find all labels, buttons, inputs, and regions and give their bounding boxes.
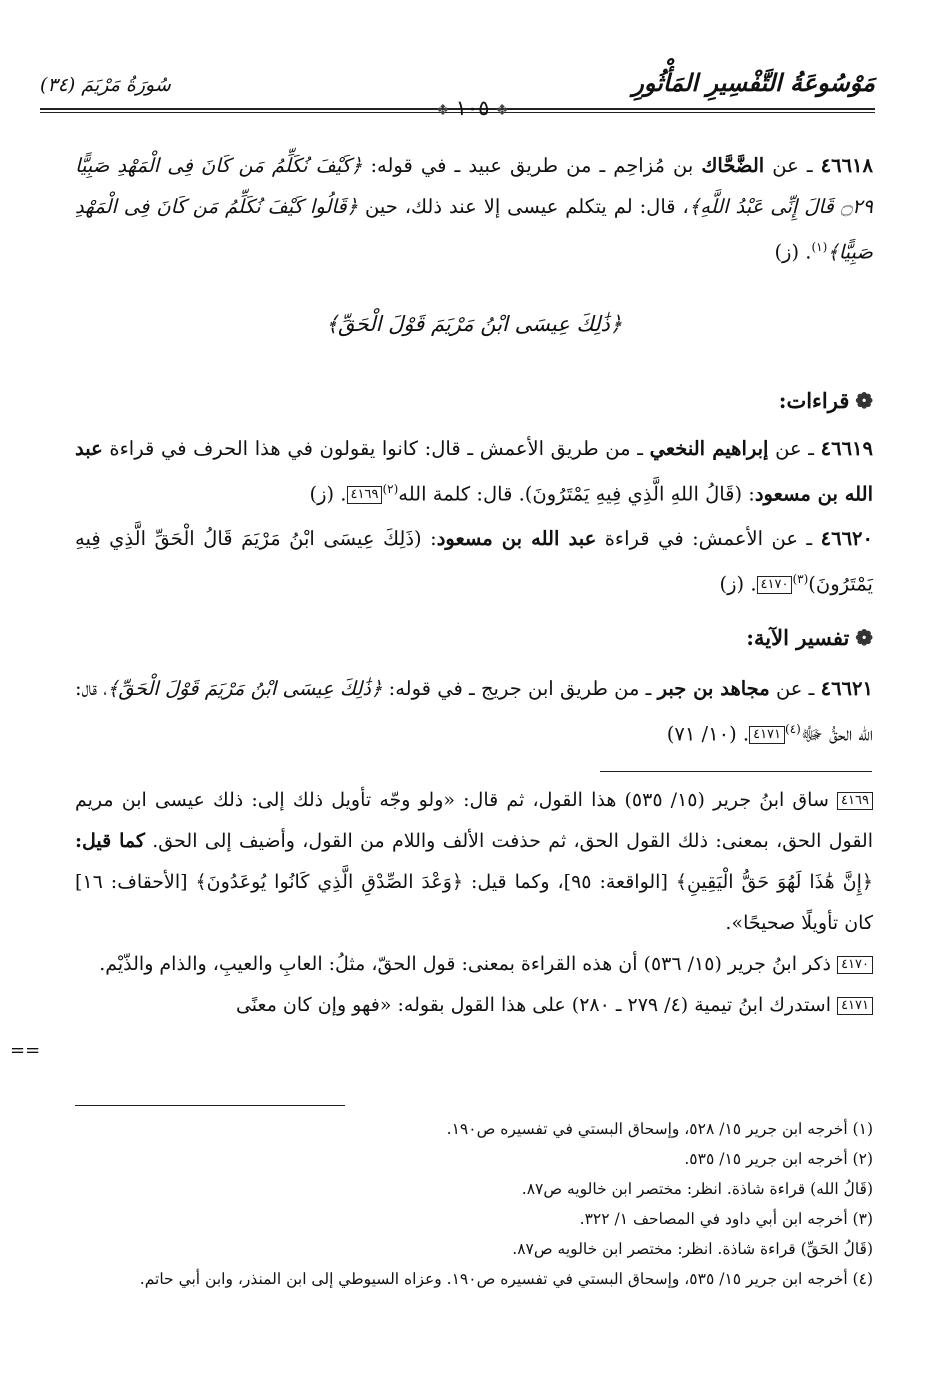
narrator-name: الضَّحَّاك	[701, 154, 765, 177]
narration-number: ٤٦٦١٨	[820, 154, 873, 177]
narration-46618	[75, 145, 873, 273]
footnote: (٤) أخرجه ابن جرير ١٥/ ٥٣٥، وإسحاق البستي في تفسيره ص١٩٠. وعزاه السيوطي إلى ابن المنذر، وابن أبي حاتم.	[139, 1270, 873, 1288]
text: ـ عن الأعمش: في قراءة	[596, 527, 821, 550]
narration-46620	[75, 518, 873, 605]
footnote: (٢) أخرجه ابن جرير ١٥/ ٥٣٥.	[684, 1150, 873, 1168]
narrator-name: عبد الله بن مسعود	[436, 527, 597, 550]
quran-verse: ﴿ذَٰلِكَ عِيسَى ابْنُ مَرْيَمَ قَوْلَ الْحَقِّ﴾	[107, 677, 383, 700]
text: ـ عن	[764, 154, 821, 177]
note-bold: كما قيل:	[75, 830, 145, 852]
text: . (١٠/ ٧١)	[666, 722, 750, 746]
narrator-name: عبد الله بن مسعود	[75, 437, 873, 506]
page-number-row	[0, 96, 945, 120]
quran-verse: ﴿كَيْفَ نُكَلِّمُ مَن كَانَ فِى الْمَهْدِ صَبِيًّا ۝٢٩ قَالَ إِنِّى عَبْدُ اللَّهِ﴾	[75, 154, 873, 218]
footnote: (قَالُ الحَقِّ) قراءة شاذة. انظر: مختصر ابن خالويه ص٨٧.	[512, 1240, 873, 1258]
flower-icon: ❁	[855, 625, 873, 650]
commentary-notes	[75, 780, 873, 1026]
section-title: قراءات:	[778, 388, 850, 413]
note-text: ذكر ابنُ جرير (١٥/ ٥٣٦) أن هذه القراءة بمعنى: قول الحقّ، مثلُ: العابِ والعيبِ، والذام والذّيْم.	[99, 953, 838, 975]
narration-46621	[75, 668, 873, 755]
verse-heading	[75, 312, 873, 336]
text: ، قال: لم يتكلم عيسى إلا عند ذلك، حين	[358, 195, 689, 218]
note-text: استدرك ابنُ تيمية (٤/ ٢٧٩ ـ ٢٨٠) على هذا القول بقوله: «فهو وإن كان معنًى	[235, 994, 838, 1016]
footnote: (١) أخرجه ابن جرير ١٥/ ٥٢٨، وإسحاق البستي في تفسيره ص١٩٠.	[446, 1120, 873, 1138]
text: . (ز)	[309, 482, 347, 506]
text: : (ذَلِكَ عِيسَى ابْنُ مَرْيَمَ قَالُ الْحَقِّ الَّذِي فِيهِ يَمْتَرُونَ)	[75, 527, 873, 596]
quran-verse: ﴿قَالُوا كَيْفَ نُكَلِّمُ مَن كَانَ فِى الْمَهْدِ صَبِيًّا﴾	[75, 195, 873, 264]
text: ـ من طريق ابن جريج ـ في قوله:	[382, 677, 658, 700]
comment-ref-box: ٤١٧٠	[837, 956, 873, 974]
continuation-mark: ==	[10, 1040, 41, 1061]
section-readings	[75, 388, 873, 413]
comment-ref-box: ٤١٧١	[749, 726, 785, 744]
section-tafsir	[75, 625, 873, 650]
section-title: تفسير الآية:	[746, 625, 850, 650]
text: ـ من طريق الأعمش ـ قال: كانوا يقولون في هذا الحرف في قراءة	[102, 437, 650, 460]
text: ، قال: الله الحقُّ ﷻ	[75, 677, 873, 746]
book-title: مَوْسُوعَةُ التَّفْسِيرِ المَأْثُورِ	[632, 68, 875, 97]
footnote-ref: (٤)	[785, 722, 801, 736]
note-4170	[75, 944, 873, 985]
narration-number: ٤٦٦٢١	[820, 677, 873, 700]
text: ـ عن	[769, 677, 821, 700]
narration-number: ٤٦٦٢٠	[820, 527, 873, 550]
footnotes-divider	[75, 1105, 345, 1106]
surah-label: سُورَةُ مَرْيَمَ (٣٤)	[40, 74, 171, 96]
narration-number: ٤٦٦١٩	[820, 437, 873, 460]
narrator-name: إبراهيم النخعي	[649, 437, 769, 460]
text: ـ عن	[768, 437, 821, 460]
footnotes	[75, 1114, 873, 1294]
comment-ref-box: ٤١٦٩	[837, 792, 873, 810]
narrator-name: مجاهد بن جبر	[657, 677, 770, 700]
flower-icon: ❁	[855, 388, 873, 413]
footnote-ref: (١)	[811, 240, 828, 254]
comment-ref-box: ٤١٧٠	[757, 576, 793, 594]
text: بن مُزاحِم ـ من طريق عبيد ـ في قوله:	[362, 154, 702, 177]
text: . (ز)	[719, 572, 757, 596]
ornament-icon: ❖	[436, 101, 450, 119]
note-4169	[75, 780, 873, 944]
ornament-icon: ❖	[495, 101, 509, 119]
footnote: (قَالُ الله) قراءة شاذة. انظر: مختصر ابن خالويه ص٨٧.	[521, 1180, 873, 1198]
comment-ref-box: ٤١٧١	[837, 997, 873, 1015]
narration-46619	[75, 428, 873, 515]
centered-verse: ﴿ذَٰلِكَ عِيسَى ابْنُ مَرْيَمَ قَوْلَ الْحَقِّ﴾	[325, 312, 623, 336]
text: . (ز)	[774, 240, 812, 264]
note-4171	[75, 985, 873, 1026]
note-text: ﴿إِنَّ هَٰذَا لَهُوَ حَقُّ الْيَقِينِ﴾ [الواقعة: ٩٥]، وكما قيل: ﴿وَعْدَ الصِّدْقِ الَّذِي كَانُوا يُوعَدُونَ﴾ [الأحقاف: ١٦] كان تأويلًا صحيحًا».	[75, 871, 873, 934]
comment-ref-box: ٤١٦٩	[347, 486, 383, 504]
footnote: (٣) أخرجه ابن أبي داود في المصاحف ١/ ٣٢٢.	[579, 1210, 873, 1228]
footnote-ref: (٢)	[382, 482, 399, 496]
notes-divider	[600, 771, 872, 772]
text: : (قَالُ اللهِ الَّذِي فِيهِ يَمْتَرُونَ). قال: كلمة الله	[398, 482, 755, 506]
note-text: ساق ابنُ جرير (١٥/ ٥٣٥) هذا القول، ثم قال: «ولو وجّه تأويل ذلك إلى: ذلك عيسى ابن مريم القول الحق، بمعنى: ذلك القول الحق، ثم حذفت الألف واللام من القول، وأضيف إلى الحق.	[75, 789, 873, 852]
footnote-ref: (٣)	[792, 572, 809, 586]
page-number: ١٠٥	[455, 96, 490, 120]
